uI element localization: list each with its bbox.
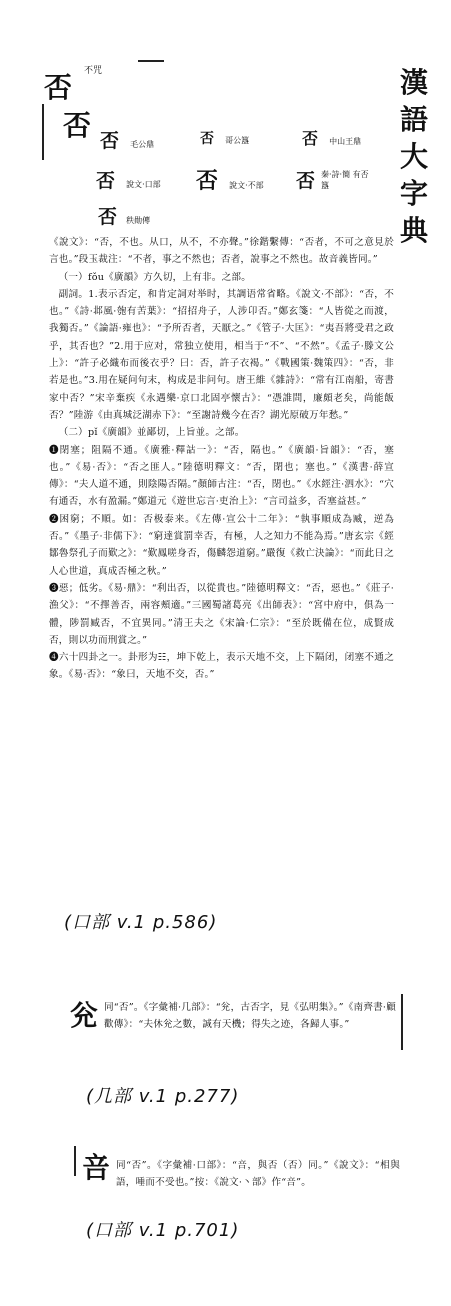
- entry2-handwritten-reference: (几部 v.1 p.277): [86, 1086, 240, 1107]
- entry2-definition: 同“否”。《字彙補·几部》：“兊，古否字，見《弘明集》。”《南齊書·顧歡傳》：“夫休兊之數，誠有天機；得失之迹，各歸人事。”: [104, 1002, 396, 1031]
- title-char: 大: [399, 140, 428, 173]
- entry1-definition: [49, 234, 394, 684]
- form-glyph: 否: [100, 130, 120, 152]
- entry1-paragraph: （一）fǒu《廣韻》方久切，上有非。之部。: [58, 271, 251, 283]
- title-char: 語: [399, 103, 428, 136]
- form-glyph: 否: [96, 170, 116, 192]
- title-char: 字: [399, 177, 428, 210]
- form-label: 秩勛傳: [126, 216, 151, 225]
- form-item: [200, 128, 249, 148]
- entry1-paragraph: ❸惡；低劣。《易·鼎》：“利出否，以從貴也。”陸德明釋文：“否，惡也。”《莊子·漁父》：“不擇善否，兩容頰適。”三國蜀諸葛亮《出師表》：“宮中府中，俱為一體，陟罰臧否，不宜異同。”清王夫之《宋論·仁宗》：“至於既備在位，成賢成否，則以功而刑賞之。”: [49, 582, 394, 646]
- form-item: [196, 164, 264, 195]
- title-char: 漢: [399, 66, 428, 99]
- entry1-headword-seal: 否: [63, 109, 92, 142]
- form-label: 毛公鼎: [130, 140, 155, 149]
- entry1-paragraph: ❶閉塞；阻隔不通。《廣雅·釋詁一》：“否，隔也。”《廣韻·旨韻》：“否，塞也。”《易·否》：“否之匪人。”陸德明釋文：“否，閉也；塞也。”《漢書·薛宣傳》：“夫人道不通，則陰陽否隔。”顏師古注：“否，閉也。”《水經注·泗水》：“穴有通否，水有盈漏。”鄭道元《遊世忘言·吏治上》：“言司益多，否塞益甚。”: [49, 444, 394, 508]
- entry1-paragraph: ❷困窮；不順。如：否极泰来。《左傳·宣公十二年》：“執事順成為臧，逆為否。”《墨子·非儒下》：“窮達賞罰幸否，有極，人之知力不能為焉。”唐玄宗《經鄒魯祭孔子而歎之》：“歎鳳嗟身否，傷麟怨道窮。”嚴復《救亡決論》：“而此日之人心世道，真成否極之秋。”: [49, 513, 394, 577]
- entry3-definition: 同“否”。《字彙補·口部》：“咅，與否（否）同。”《說文》：“相與語，唾而不受也。”按：《說文·丶部》作“咅”。: [116, 1160, 400, 1189]
- form-item: [296, 166, 369, 193]
- form-glyph: 否: [296, 170, 316, 192]
- entry1-variant-note: 不咒: [84, 66, 103, 76]
- entry1-headword: 否: [44, 71, 73, 104]
- form-label: 說文·口部: [126, 180, 161, 189]
- form-label: 哥公簋: [225, 136, 250, 145]
- top-rule: [138, 60, 164, 62]
- form-item: [100, 126, 154, 153]
- entry2-side-line: [401, 994, 403, 1050]
- form-item: [96, 166, 161, 193]
- entry3-handwritten-reference: (口部 v.1 p.701): [86, 1220, 240, 1241]
- form-glyph: 否: [98, 206, 118, 228]
- form-item: [302, 126, 361, 149]
- form-glyph: 否: [302, 129, 319, 148]
- entry1-paragraph: （二）pǐ《廣韻》並鄙切，上旨並。之部。: [58, 427, 245, 439]
- form-label: 秦·詩·簡 有否簋: [321, 169, 369, 190]
- entry2-headword: 兊: [70, 999, 99, 1032]
- form-label: 中山王鼎: [329, 137, 362, 146]
- entry1-handwritten-reference: (口部 v.1 p.586): [64, 912, 218, 933]
- entry3-headword: 咅: [82, 1151, 111, 1184]
- form-glyph: 否: [196, 168, 219, 194]
- form-glyph: 否: [200, 131, 214, 147]
- title-char: 典: [399, 214, 428, 247]
- entry1-paragraph: 副詞。1.表示否定，和肯定詞对举时，其調语常省略。《說文·不部》：“否，不也。”《詩·邶風·匏有苦葉》：“招招舟子，人涉卬否。”鄭玄箋：“人皆從之而渡，我獨否。”《論語·雍也》：“予所否者，天厭之。”《管子·大匡》：“夷吾將受君之政乎，其否也？”2.用于应对，常独立使用，相当于“不”、“不然”。《孟子·滕文公上》：“許子必織布而後衣乎？曰：否，許子衣褐。”《戰國策·魏策四》：“否，非若是也。”3.用在疑问句末，构成是非问句。唐王維《雜詩》：“常有江南船，寄書家中否？”宋辛棄疾《永遇樂·京口北固亭懷古》：“憑誰問，廉頗老矣，尚能飯否？”陸游《由真城泛湖赤下》：“至謝詩幾今在否？湖光原破万年愁。”: [49, 288, 394, 421]
- entry1-paragraph: 《說文》：“否，不也。从口，从不，不亦聲。”徐鍇繫傳：“否者，不可之意見於言也。”段玉裁注：“不者，事之不然也；否者，說事之不然也。故音義皆同。”: [49, 237, 394, 266]
- entry3-side-line: [74, 1146, 76, 1176]
- form-label: 說文·不部: [229, 181, 264, 190]
- entry1-bracket-line: [42, 104, 44, 160]
- form-item: [98, 202, 150, 229]
- entry1-paragraph: ❹六十四卦之一。卦形为☷，坤下乾上，表示天地不交，上下隔闭，闭塞不通之象。《易·否》：“象曰，天地不交，否。”: [49, 652, 394, 681]
- dictionary-title: [394, 64, 434, 249]
